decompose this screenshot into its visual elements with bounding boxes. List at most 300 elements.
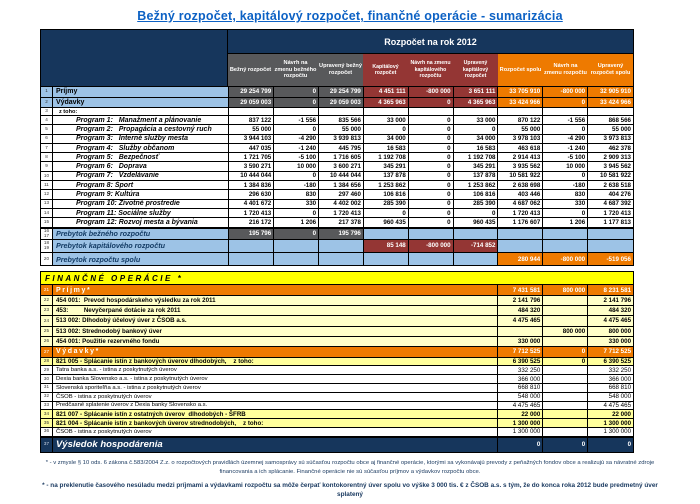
value-cell [229, 108, 274, 115]
value-cell [454, 229, 499, 240]
value-cell: 462 378 [588, 144, 633, 152]
table-row [41, 285, 633, 295]
row-number: 18 19 [41, 240, 53, 252]
value-cell: 960 435 [364, 218, 409, 226]
value-cell: 4 451 111 [364, 87, 409, 97]
value-cell: 4 365 963 [454, 98, 499, 108]
value-cell: 484 320 [588, 306, 633, 315]
row-number: 37 [41, 438, 53, 452]
value-cell: 1 300 000 [498, 428, 543, 436]
value-cell: 55 000 [588, 125, 633, 133]
value-cell [454, 108, 499, 115]
value-cell: 285 390 [454, 200, 499, 208]
row-number: 27 [41, 347, 53, 356]
value-cell: -1 556 [274, 116, 319, 124]
value-cell: 0 [543, 209, 588, 217]
value-cell: 366 000 [588, 375, 633, 383]
header-corner [41, 30, 228, 86]
value-cell: -4 290 [274, 135, 319, 143]
value-cell: 3 935 562 [498, 162, 543, 170]
row-label: 454 001: Použitie rezervného fondu [53, 337, 498, 346]
value-cell [319, 108, 364, 115]
value-cell: 85 148 [364, 240, 409, 252]
table-row [41, 402, 633, 411]
value-cell: 0 [274, 209, 319, 217]
value-cell: 0 [274, 125, 319, 133]
value-cell: 3 600 271 [319, 162, 364, 170]
value-cell: 195 796 [229, 229, 274, 240]
value-cell: 447 035 [229, 144, 274, 152]
row-number: 4 [41, 116, 53, 124]
value-cell: -180 [543, 181, 588, 189]
value-cell: -800 000 [543, 87, 588, 97]
value-cell: 830 [274, 190, 319, 198]
row-number: 21 [41, 285, 53, 294]
table-row [41, 366, 633, 375]
row-number: 31 [41, 384, 53, 392]
value-cell: 10 444 044 [319, 172, 364, 180]
value-cell: 16 583 [364, 144, 409, 152]
value-cell: 1 384 656 [319, 181, 364, 189]
value-cell: 4 475 465 [498, 402, 543, 410]
value-cell: 10 000 [543, 162, 588, 170]
value-cell: 10 581 922 [498, 172, 543, 180]
value-cell: 0 [409, 200, 454, 208]
row-label: 453: Nevyčerpané dotácie za rok 2011 [53, 306, 498, 315]
row-number: 6 [41, 135, 53, 143]
value-cell [409, 253, 454, 266]
value-cell: 4 365 963 [364, 98, 409, 108]
table-row [41, 375, 633, 384]
row-label: 513 002: Dlhodobý účelový úver z ČSOB a.s. [53, 316, 498, 325]
value-cell: 1 720 413 [229, 209, 274, 217]
value-cell: 3 944 103 [229, 135, 274, 143]
column-header: Kapitálový rozpočet [363, 54, 408, 86]
value-cell: 4 475 465 [588, 402, 633, 410]
value-cell [498, 229, 543, 240]
row-label: ČSOB - istina z poskytnutých úverov [53, 428, 498, 436]
value-cell: 0 [454, 125, 499, 133]
value-cell: 1 720 413 [319, 209, 364, 217]
value-cell: 33 705 910 [498, 87, 543, 97]
value-cell: 106 816 [364, 190, 409, 198]
value-cell: 32 905 910 [588, 87, 633, 97]
value-cell: 4 475 465 [588, 316, 633, 325]
value-cell: 0 [543, 358, 588, 366]
header-right [228, 30, 633, 86]
column-header: Návrh na zmenu rozpočtu [543, 54, 588, 86]
value-cell: 0 [364, 209, 409, 217]
table-row [41, 384, 633, 393]
row-number: 15 [41, 218, 53, 226]
value-cell: 29 254 799 [229, 87, 274, 97]
row-number: 1 [41, 87, 53, 97]
value-cell [543, 384, 588, 392]
row-number: 20 [41, 253, 53, 266]
value-cell [588, 108, 633, 115]
value-cell: 1 716 605 [319, 153, 364, 161]
row-number: 22 [41, 296, 53, 305]
value-cell: 1 720 413 [588, 209, 633, 217]
value-cell: -180 [274, 181, 319, 189]
value-cell: 0 [274, 229, 319, 240]
table-row [41, 190, 633, 199]
row-label: 821 005 - Splácanie istín z bankových úverov dlhodobých, z toho: [53, 358, 498, 366]
row-number: 5 [41, 125, 53, 133]
value-cell [543, 402, 588, 410]
value-cell: 0 [543, 438, 588, 452]
value-cell: 0 [543, 172, 588, 180]
value-cell: 0 [409, 135, 454, 143]
value-cell: 0 [274, 87, 319, 97]
row-number: 11 [41, 181, 53, 189]
value-cell: 3 978 103 [498, 135, 543, 143]
value-cell: 330 000 [588, 337, 633, 346]
table-row [41, 108, 633, 116]
table-row [41, 153, 633, 162]
table-row [41, 125, 633, 134]
value-cell [409, 108, 454, 115]
value-cell: 0 [543, 347, 588, 356]
row-number: 33 [41, 402, 53, 410]
value-cell: 4 687 392 [588, 200, 633, 208]
value-cell: 29 059 003 [229, 98, 274, 108]
row-number: 12 [41, 190, 53, 198]
value-cell [274, 253, 319, 266]
row-number: 29 [41, 366, 53, 374]
value-cell: 0 [409, 98, 454, 108]
value-cell [543, 306, 588, 315]
column-header: Bežný rozpočet [228, 54, 273, 86]
value-cell [498, 240, 543, 252]
value-cell: -800 000 [409, 87, 454, 97]
value-cell [364, 229, 409, 240]
value-cell: 285 390 [364, 200, 409, 208]
value-cell: 445 795 [319, 144, 364, 152]
value-cell: 0 [409, 144, 454, 152]
row-label: 513 002: Strednodobý bankový úver [53, 327, 498, 336]
value-cell [588, 240, 633, 252]
budget-summary-table [40, 29, 634, 266]
table-row [41, 437, 633, 452]
value-cell: 4 475 465 [498, 316, 543, 325]
value-cell: 800 000 [543, 327, 588, 336]
table-row [41, 87, 633, 98]
column-header: Upravený kapitálový rozpočet [453, 54, 498, 86]
value-cell [498, 327, 543, 336]
year-header: Rozpočet na rok 2012 [228, 30, 633, 54]
value-cell: 7 712 525 [498, 347, 543, 356]
value-cell: 2 638 518 [588, 181, 633, 189]
value-cell: 1 253 862 [454, 181, 499, 189]
finance-operations-table [40, 271, 634, 452]
value-cell [319, 240, 364, 252]
value-cell: 33 000 [364, 116, 409, 124]
value-cell [364, 108, 409, 115]
value-cell [543, 229, 588, 240]
value-cell: 1 206 [543, 218, 588, 226]
value-cell: 137 878 [454, 172, 499, 180]
row-label: Slovenská sporiteľňa a.s. - istina z poskytnutých úverov [53, 384, 498, 392]
value-cell: 3 590 271 [229, 162, 274, 170]
value-cell: 332 250 [588, 366, 633, 374]
row-number: 13 [41, 200, 53, 208]
table-row [41, 228, 633, 241]
value-cell: 0 [409, 190, 454, 198]
table-row [41, 306, 633, 316]
value-cell [454, 253, 499, 266]
value-cell: 33 424 966 [498, 98, 543, 108]
row-label: Program 4: Služby občanom [53, 144, 229, 152]
value-cell: 29 059 003 [319, 98, 364, 108]
row-label: 821 007 - Splácanie istín z ostatných úverov dlhodobých - ŠFRB [53, 410, 498, 418]
value-cell: 1 177 813 [588, 218, 633, 226]
value-cell [409, 229, 454, 240]
table-row [41, 240, 633, 253]
table-header [41, 30, 633, 87]
row-number: 25 [41, 327, 53, 336]
value-cell: 0 [409, 162, 454, 170]
row-number: 30 [41, 375, 53, 383]
row-label: Výsledok hospodárenia [53, 438, 498, 452]
value-cell: 106 816 [454, 190, 499, 198]
table-row [41, 337, 633, 347]
value-cell: 1 300 000 [588, 419, 633, 427]
value-cell: 0 [409, 172, 454, 180]
value-cell: 0 [409, 218, 454, 226]
value-cell: 195 796 [319, 229, 364, 240]
row-label: ČSOB - istina z poskytnutých úverov [53, 393, 498, 401]
value-cell: 34 000 [364, 135, 409, 143]
table-row [41, 172, 633, 181]
value-cell: -4 290 [543, 135, 588, 143]
value-cell: 0 [409, 116, 454, 124]
table-row [41, 135, 633, 144]
value-cell: 870 122 [498, 116, 543, 124]
footnote-1: * - v zmysle § 10 ods. 6 zákona č.583/2004 Z.z. o rozpočtových pravidlách územnej samosprávy sú súčasťou rozpočtu obce aj finančné operácie, ktorými sa vykonávajú prevody z peňažných fondov obce a realizujú sa návratné zdroje financovania a ich splácanie. Finančné operácie nie sú súčasťou príjmov a výdavkov rozpočtu obce. [45, 459, 655, 475]
row-label: 821 004 - Splácanie istín z bankových úverov strednodobých, z toho: [53, 419, 498, 427]
value-cell [543, 375, 588, 383]
row-label: Prebytok bežného rozpočtu [53, 229, 229, 240]
row-label: Predčasné splatenie úverov z Dexia banky Slovensko a.s. [53, 402, 498, 410]
value-cell: 2 141 796 [588, 296, 633, 305]
value-cell: 668 810 [498, 384, 543, 392]
row-label: Program 8: Šport [53, 181, 229, 189]
value-cell: -1 240 [543, 144, 588, 152]
value-cell: 1 192 708 [364, 153, 409, 161]
row-number: 28 [41, 358, 53, 366]
row-label: Prebytok kapitálového rozpočtu [53, 240, 229, 252]
row-number: 14 [41, 209, 53, 217]
column-header: Upravený bežný rozpočet [318, 54, 363, 86]
value-cell [229, 253, 274, 266]
value-cell: 1 300 000 [588, 428, 633, 436]
value-cell: 0 [409, 209, 454, 217]
row-label: Program 5: Bezpečnosť [53, 153, 229, 161]
value-cell: 830 [543, 190, 588, 198]
row-number: 23 [41, 306, 53, 315]
value-cell: 0 [588, 438, 633, 452]
row-label: Príjmy* [53, 285, 498, 294]
value-cell: 800 000 [588, 327, 633, 336]
row-label: z toho: [53, 108, 229, 115]
value-cell [274, 108, 319, 115]
footnotes [30, 459, 670, 500]
table-row [41, 181, 633, 190]
row-label: Program 11: Sociálne služby [53, 209, 229, 217]
value-cell [543, 419, 588, 427]
value-cell: 6 390 525 [498, 358, 543, 366]
value-cell: 2 638 698 [498, 181, 543, 189]
value-cell: 0 [409, 181, 454, 189]
value-cell [543, 366, 588, 374]
table-row [41, 393, 633, 402]
value-cell: 345 291 [364, 162, 409, 170]
value-cell: 463 618 [498, 144, 543, 152]
table-row [41, 116, 633, 125]
value-cell: 22 000 [588, 410, 633, 418]
value-cell: 345 291 [454, 162, 499, 170]
value-cell: 10 000 [274, 162, 319, 170]
value-cell [543, 240, 588, 252]
row-label: Program 9: Kultúra [53, 190, 229, 198]
value-cell [588, 229, 633, 240]
value-cell: 217 378 [319, 218, 364, 226]
value-cell: 3 651 111 [454, 87, 499, 97]
value-cell: -800 000 [543, 253, 588, 266]
table-row [41, 428, 633, 437]
table-row [41, 200, 633, 209]
value-cell: 0 [498, 438, 543, 452]
row-number: 3 [41, 108, 53, 115]
value-cell: 10 581 922 [588, 172, 633, 180]
column-headers [228, 54, 633, 86]
value-cell: 330 [274, 200, 319, 208]
value-cell: 296 630 [229, 190, 274, 198]
value-cell: 1 720 413 [498, 209, 543, 217]
column-header: Návrh na zmenu bežného rozpočtu [273, 54, 318, 86]
value-cell: 0 [274, 172, 319, 180]
row-label: Príjmy [53, 87, 229, 97]
row-label: Výdavky* [53, 347, 498, 356]
value-cell: 548 000 [588, 393, 633, 401]
row-label: Program 6: Doprava [53, 162, 229, 170]
row-label: Tatra banka a.s. - istina z poskytnutých úverov [53, 366, 498, 374]
table-row [41, 419, 633, 428]
value-cell: 3 973 813 [588, 135, 633, 143]
value-cell: 137 878 [364, 172, 409, 180]
table-row [41, 98, 633, 109]
value-cell: 10 444 044 [229, 172, 274, 180]
row-label: Výdavky [53, 98, 229, 108]
column-header: Upravený rozpočet spolu [588, 54, 633, 86]
value-cell: -800 000 [409, 240, 454, 252]
value-cell: 55 000 [319, 125, 364, 133]
table-row [41, 162, 633, 171]
row-number: 35 [41, 419, 53, 427]
value-cell: 3 939 813 [319, 135, 364, 143]
value-cell: 6 390 525 [588, 358, 633, 366]
value-cell: -714 852 [454, 240, 499, 252]
row-number: 2 [41, 98, 53, 108]
value-cell [543, 296, 588, 305]
table-row [41, 296, 633, 306]
table-row [41, 327, 633, 337]
value-cell: 1 384 836 [229, 181, 274, 189]
row-label: Program 10: Životné prostredie [53, 200, 229, 208]
row-label: Program 12: Rozvoj mesta a bývania [53, 218, 229, 226]
value-cell: 800 000 [543, 285, 588, 294]
value-cell: 330 000 [498, 337, 543, 346]
value-cell: 0 [274, 98, 319, 108]
row-number: 34 [41, 410, 53, 418]
value-cell [364, 253, 409, 266]
value-cell: 404 276 [588, 190, 633, 198]
value-cell [543, 337, 588, 346]
value-cell: 837 122 [229, 116, 274, 124]
value-cell: 297 460 [319, 190, 364, 198]
value-cell: 4 401 672 [229, 200, 274, 208]
value-cell: 0 [543, 98, 588, 108]
value-cell: 332 250 [498, 366, 543, 374]
value-cell: -5 100 [274, 153, 319, 161]
row-label: Program 1: Manažment a plánovanie [53, 116, 229, 124]
value-cell [543, 393, 588, 401]
value-cell [543, 410, 588, 418]
value-cell: 2 914 413 [498, 153, 543, 161]
finance-section-header: FINANČNÉ OPERÁCIE * [41, 272, 633, 285]
value-cell: 22 000 [498, 410, 543, 418]
value-cell [543, 108, 588, 115]
row-number: 16 17 [41, 229, 53, 240]
row-label: Program 3: Interné služby mesta [53, 135, 229, 143]
value-cell: 55 000 [498, 125, 543, 133]
value-cell: 0 [454, 209, 499, 217]
value-cell: 33 424 966 [588, 98, 633, 108]
value-cell: 0 [409, 153, 454, 161]
value-cell [274, 240, 319, 252]
value-cell: 7 712 525 [588, 347, 633, 356]
row-number: 8 [41, 153, 53, 161]
value-cell: -5 100 [543, 153, 588, 161]
value-cell: 960 435 [454, 218, 499, 226]
footnote-2: * - na preklenutie časového nesúladu medzi príjmami a výdavkami rozpočtu sa môže čerpať kontokorentný úver spolu vo výške 3 000 tis. € z ČSOB a.s. s tým, že do konca roka 2012 bude predmetný úver splatený [42, 481, 658, 499]
value-cell: 835 566 [319, 116, 364, 124]
value-cell: 2 909 313 [588, 153, 633, 161]
value-cell: 330 [543, 200, 588, 208]
row-number: 24 [41, 316, 53, 325]
row-label: Program 7: Vzdelávanie [53, 172, 229, 180]
value-cell: 4 402 002 [319, 200, 364, 208]
value-cell: 55 000 [229, 125, 274, 133]
value-cell: 2 141 796 [498, 296, 543, 305]
row-number: 9 [41, 162, 53, 170]
value-cell [543, 428, 588, 436]
column-header: Návrh na zmenu kapitálového rozpočtu [408, 54, 453, 86]
row-number: 32 [41, 393, 53, 401]
table-row [41, 358, 633, 367]
row-label: 454 001: Prevod hospodárskeho výsledku za rok 2011 [53, 296, 498, 305]
value-cell: 868 566 [588, 116, 633, 124]
row-number: 7 [41, 144, 53, 152]
row-number: 10 [41, 172, 53, 180]
value-cell: -1 556 [543, 116, 588, 124]
value-cell: 668 810 [588, 384, 633, 392]
value-cell: 0 [409, 125, 454, 133]
value-cell: 1 253 862 [364, 181, 409, 189]
row-label: Dexia banka Slovensko a.s. - istina z poskytnutých úverov [53, 375, 498, 383]
table-row [41, 316, 633, 326]
